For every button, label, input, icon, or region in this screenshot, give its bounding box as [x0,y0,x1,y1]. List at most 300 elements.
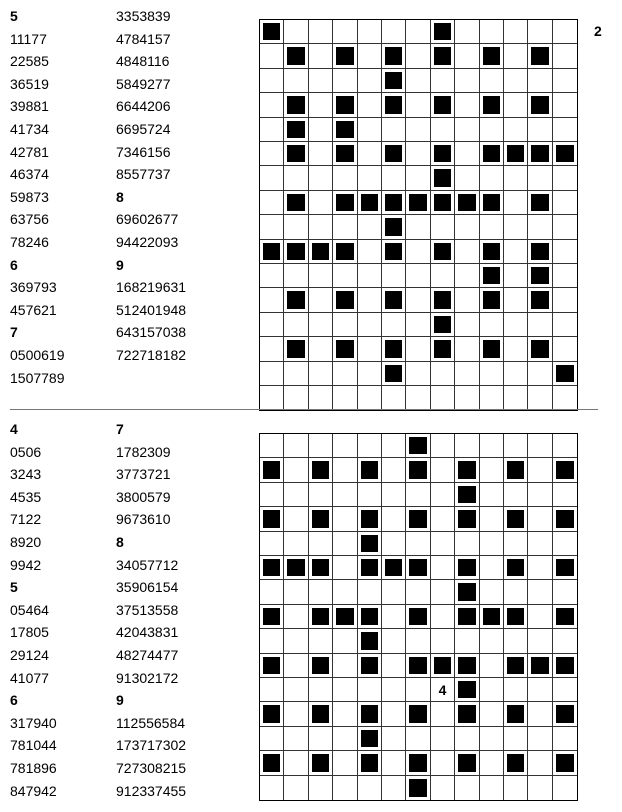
grid-cell[interactable] [504,313,528,337]
grid-cell[interactable] [504,288,528,312]
grid-cell[interactable] [504,727,528,751]
grid-cell[interactable] [309,386,333,410]
grid-cell[interactable] [382,654,406,678]
grid-cell[interactable] [431,507,455,531]
grid-cell[interactable] [480,727,504,751]
grid-cell[interactable] [480,483,504,507]
grid-cell[interactable] [528,20,552,44]
grid-cell[interactable] [504,580,528,604]
grid-cell[interactable] [480,702,504,726]
grid-cell[interactable] [480,118,504,142]
grid-cell[interactable] [382,507,406,531]
grid-cell[interactable] [284,264,308,288]
grid-cell[interactable] [480,776,504,800]
grid-cell[interactable] [431,362,455,386]
grid-cell[interactable] [553,191,577,215]
grid-cell[interactable] [406,629,430,653]
grid-cell[interactable] [480,751,504,775]
grid-cell[interactable] [406,44,430,68]
grid-cell[interactable] [406,337,430,361]
grid-cell[interactable] [309,166,333,190]
grid-cell[interactable] [406,215,430,239]
length-heading: 7 [116,421,124,437]
grid-cell[interactable] [480,654,504,678]
grid-cell[interactable] [358,580,382,604]
grid-cell[interactable] [382,458,406,482]
grid-cell[interactable] [284,166,308,190]
grid-cell[interactable] [504,483,528,507]
grid-cell[interactable] [260,166,284,190]
grid-cell[interactable] [382,727,406,751]
grid-cell[interactable] [431,483,455,507]
grid-cell[interactable] [260,288,284,312]
grid-cell[interactable] [358,337,382,361]
grid-cell[interactable] [504,678,528,702]
word-entry: 173717302 [116,737,187,754]
grid-cell[interactable] [358,215,382,239]
grid-cell[interactable] [382,678,406,702]
grid-cell[interactable] [309,313,333,337]
grid-cell[interactable] [455,362,479,386]
grid-cell[interactable] [528,386,552,410]
grid-cell[interactable] [553,118,577,142]
grid-cell[interactable] [480,69,504,93]
grid-cell[interactable] [309,44,333,68]
word-entry: 6644206 [116,98,171,115]
grid-cell[interactable] [382,386,406,410]
grid-cell[interactable] [553,580,577,604]
grid-cell[interactable] [333,362,357,386]
grid-cell[interactable] [528,507,552,531]
grid-cell[interactable] [260,215,284,239]
grid-cell[interactable] [358,44,382,68]
grid-cell[interactable] [333,580,357,604]
grid-cell[interactable] [284,313,308,337]
grid-cell[interactable] [553,483,577,507]
grid-cell[interactable] [406,69,430,93]
grid-cell[interactable] [480,507,504,531]
grid-cell[interactable] [260,386,284,410]
grid-cell[interactable] [284,702,308,726]
grid-cell[interactable] [553,215,577,239]
grid-cell[interactable] [528,69,552,93]
grid-cell[interactable] [528,727,552,751]
grid-cell[interactable] [382,776,406,800]
grid-cell[interactable] [431,532,455,556]
grid-cell[interactable] [528,313,552,337]
grid-cell[interactable] [358,166,382,190]
grid-cell[interactable] [406,288,430,312]
grid-cell[interactable] [455,69,479,93]
grid-cell[interactable] [333,776,357,800]
grid-cell[interactable] [431,751,455,775]
grid-cell[interactable] [358,240,382,264]
grid-cell[interactable] [553,240,577,264]
grid-cell[interactable] [284,776,308,800]
grid-cell[interactable] [260,362,284,386]
grid-cell[interactable] [333,507,357,531]
grid-cell[interactable] [406,264,430,288]
grid-cell[interactable] [553,678,577,702]
grid-cell[interactable] [309,776,333,800]
grid-cell[interactable] [431,727,455,751]
grid-cell[interactable] [553,166,577,190]
grid-cell[interactable] [528,605,552,629]
grid-cell[interactable] [333,458,357,482]
grid-cell[interactable] [406,313,430,337]
grid-cell[interactable] [406,727,430,751]
grid-cell[interactable] [309,215,333,239]
grid-cell[interactable] [358,776,382,800]
grid-cell[interactable] [333,69,357,93]
grid-cell[interactable] [504,264,528,288]
grid-cell[interactable] [431,776,455,800]
grid-cell[interactable] [480,386,504,410]
grid-cell[interactable] [260,313,284,337]
grid-cell[interactable] [406,532,430,556]
grid-cell[interactable] [528,556,552,580]
grid-cell[interactable] [553,727,577,751]
grid-cell[interactable] [309,264,333,288]
grid-cell[interactable] [284,215,308,239]
grid-cell[interactable] [553,337,577,361]
grid-cell[interactable] [480,166,504,190]
grid-cell[interactable] [553,20,577,44]
grid-cell[interactable] [528,751,552,775]
grid-cell[interactable] [455,166,479,190]
grid-cell[interactable] [309,69,333,93]
grid-cell[interactable] [455,313,479,337]
grid-cell[interactable] [284,507,308,531]
grid-cell[interactable] [333,166,357,190]
grid-cell[interactable] [528,532,552,556]
grid-cell[interactable] [260,580,284,604]
grid-cell[interactable] [358,142,382,166]
grid-cell[interactable] [455,142,479,166]
grid-cell[interactable] [553,93,577,117]
grid-cell[interactable] [553,434,577,458]
grid-cell[interactable] [382,313,406,337]
grid-cell[interactable] [309,362,333,386]
grid-cell[interactable] [309,434,333,458]
black-cell [309,751,333,775]
grid-cell[interactable] [309,727,333,751]
grid-cell[interactable] [333,313,357,337]
grid-cell[interactable] [528,678,552,702]
grid-cell[interactable] [480,580,504,604]
word-entry: 11177 [10,30,47,47]
grid-cell[interactable] [406,93,430,117]
grid-cell[interactable] [260,69,284,93]
black-cell [333,288,357,312]
grid-cell[interactable] [528,458,552,482]
grid-cell[interactable] [528,118,552,142]
grid-cell[interactable] [406,580,430,604]
grid-cell[interactable] [333,386,357,410]
grid-cell[interactable] [431,678,455,702]
grid-cell[interactable] [455,240,479,264]
word-entry: 8557737 [116,166,171,183]
grid-cell[interactable] [431,386,455,410]
grid-cell[interactable] [284,727,308,751]
grid-cell[interactable] [284,434,308,458]
grid-cell[interactable] [284,458,308,482]
grid-cell[interactable] [382,434,406,458]
word-entry: 22585 [10,53,49,70]
grid-cell[interactable] [284,654,308,678]
grid-cell[interactable] [382,483,406,507]
grid-cell[interactable] [455,532,479,556]
grid-cell[interactable] [309,532,333,556]
grid-cell[interactable] [284,629,308,653]
grid-cell[interactable] [333,20,357,44]
grid-cell[interactable] [333,532,357,556]
grid-cell[interactable] [260,337,284,361]
grid-cell[interactable] [455,629,479,653]
grid-cell[interactable] [333,434,357,458]
grid-cell[interactable] [553,44,577,68]
grid-cell[interactable] [431,458,455,482]
grid-cell[interactable] [455,776,479,800]
grid-cell[interactable] [406,20,430,44]
grid-cell[interactable] [406,142,430,166]
grid-cell[interactable] [553,386,577,410]
grid-cell[interactable] [358,69,382,93]
grid-cell[interactable] [260,727,284,751]
grid-cell[interactable] [260,629,284,653]
grid-cell[interactable] [480,313,504,337]
grid-cell[interactable] [358,288,382,312]
grid-cell[interactable] [455,20,479,44]
grid-cell[interactable] [504,776,528,800]
grid-cell[interactable] [406,678,430,702]
grid-cell[interactable] [528,434,552,458]
grid-cell[interactable] [480,20,504,44]
grid-cell[interactable] [309,678,333,702]
grid-cell[interactable] [553,629,577,653]
grid-cell[interactable] [406,166,430,190]
grid-cell[interactable] [284,386,308,410]
grid-cell[interactable] [260,678,284,702]
black-cell [553,605,577,629]
grid-cell[interactable] [260,264,284,288]
grid-cell[interactable] [358,483,382,507]
grid-cell[interactable] [431,605,455,629]
grid-cell[interactable] [480,362,504,386]
word-entry: 5849277 [116,75,171,92]
grid-cell[interactable] [382,20,406,44]
grid-cell[interactable] [309,288,333,312]
grid-cell[interactable] [431,702,455,726]
grid-cell[interactable] [480,434,504,458]
grid-cell[interactable] [553,69,577,93]
grid-cell[interactable] [382,702,406,726]
grid-cell[interactable] [309,118,333,142]
word-entry: 36519 [10,75,49,92]
grid-cell[interactable] [406,118,430,142]
grid-cell[interactable] [431,264,455,288]
grid-cell[interactable] [480,532,504,556]
black-cell [431,288,455,312]
grid-cell[interactable] [528,215,552,239]
grid-cell[interactable] [431,629,455,653]
grid-cell[interactable] [333,678,357,702]
grid-cell[interactable] [431,118,455,142]
grid-cell[interactable] [504,434,528,458]
grid-cell[interactable] [431,556,455,580]
black-cell [382,288,406,312]
grid-cell[interactable] [480,215,504,239]
grid-cell[interactable] [358,362,382,386]
black-cell [480,142,504,166]
grid-cell[interactable] [504,532,528,556]
grid-cell[interactable] [382,264,406,288]
grid-cell[interactable] [504,191,528,215]
grid-cell[interactable] [455,288,479,312]
grid-cell[interactable] [309,580,333,604]
grid-cell[interactable] [358,93,382,117]
grid-cell[interactable] [528,362,552,386]
grid-cell[interactable] [553,532,577,556]
grid-cell[interactable] [309,483,333,507]
black-cell [406,191,430,215]
grid-cell[interactable] [382,629,406,653]
grid-cell[interactable] [528,776,552,800]
grid-cell[interactable] [260,483,284,507]
grid-cell[interactable] [260,434,284,458]
grid-cell[interactable] [333,215,357,239]
word-entry: 9673610 [116,511,171,528]
grid-cell[interactable] [260,532,284,556]
grid-cell[interactable] [504,166,528,190]
grid-cell[interactable] [455,727,479,751]
grid-cell[interactable] [333,727,357,751]
grid-cell[interactable] [382,532,406,556]
grid-cell[interactable] [284,751,308,775]
grid-cell[interactable] [455,215,479,239]
grid-cell[interactable] [480,629,504,653]
grid-cell[interactable] [309,93,333,117]
grid-cell[interactable] [480,556,504,580]
grid-cell[interactable] [455,44,479,68]
grid-cell[interactable] [284,605,308,629]
grid-cell[interactable] [504,629,528,653]
grid-cell[interactable] [504,337,528,361]
grid-cell[interactable] [504,386,528,410]
grid-cell[interactable] [358,678,382,702]
grid-cell[interactable] [358,20,382,44]
grid-cell[interactable] [358,264,382,288]
grid-cell[interactable] [358,118,382,142]
grid-cell[interactable] [431,434,455,458]
grid-cell[interactable] [480,458,504,482]
grid-cell[interactable] [455,434,479,458]
grid-cell[interactable] [504,118,528,142]
grid-cell[interactable] [553,776,577,800]
grid-cell[interactable] [504,20,528,44]
grid-cell[interactable] [406,483,430,507]
grid-cell[interactable] [382,118,406,142]
grid-cell[interactable] [455,264,479,288]
grid-cell[interactable] [406,240,430,264]
grid-cell[interactable] [382,580,406,604]
grid-cell[interactable] [504,93,528,117]
grid-cell[interactable] [431,69,455,93]
grid-cell[interactable] [406,386,430,410]
grid-cell[interactable] [284,362,308,386]
grid-cell[interactable] [284,580,308,604]
grid-cell[interactable] [284,483,308,507]
grid-cell[interactable] [528,702,552,726]
grid-cell[interactable] [382,751,406,775]
grid-cell[interactable] [528,629,552,653]
grid-cell[interactable] [309,629,333,653]
grid-cell[interactable] [358,313,382,337]
black-cell [333,142,357,166]
grid-cell[interactable] [309,20,333,44]
grid-cell[interactable] [528,580,552,604]
grid-cell[interactable] [504,215,528,239]
grid-cell[interactable] [455,337,479,361]
grid-cell[interactable] [553,264,577,288]
grid-cell[interactable] [504,362,528,386]
grid-cell[interactable] [260,191,284,215]
grid-cell[interactable] [480,678,504,702]
grid-cell[interactable] [358,386,382,410]
grid-cell[interactable] [528,483,552,507]
grid-cell[interactable] [260,44,284,68]
word-entry: 17805 [10,624,49,641]
grid-cell[interactable] [553,288,577,312]
grid-cell[interactable] [333,264,357,288]
grid-cell[interactable] [260,93,284,117]
grid-cell[interactable] [553,313,577,337]
grid-cell[interactable] [260,142,284,166]
black-cell [431,240,455,264]
grid-cell[interactable] [309,191,333,215]
grid-cell[interactable] [260,118,284,142]
grid-cell[interactable] [455,118,479,142]
grid-cell[interactable] [284,69,308,93]
grid-cell[interactable] [333,556,357,580]
grid-cell[interactable] [333,702,357,726]
grid-cell[interactable] [284,678,308,702]
grid-cell[interactable] [504,44,528,68]
black-cell [528,288,552,312]
grid-cell[interactable] [333,751,357,775]
grid-cell[interactable] [309,142,333,166]
grid-cell[interactable] [333,654,357,678]
grid-cell[interactable] [455,386,479,410]
grid-cell[interactable] [504,69,528,93]
grid-cell[interactable] [455,93,479,117]
grid-cell[interactable] [333,483,357,507]
grid-cell[interactable] [431,215,455,239]
grid-cell[interactable] [528,166,552,190]
grid-cell[interactable] [504,240,528,264]
grid-cell[interactable] [358,434,382,458]
grid-cell[interactable] [382,605,406,629]
grid-cell[interactable] [382,166,406,190]
grid-cell[interactable] [431,580,455,604]
word-entry: 457621 [10,301,57,318]
grid-cell[interactable] [309,337,333,361]
grid-cell[interactable] [406,362,430,386]
grid-cell[interactable] [333,629,357,653]
grid-cell[interactable] [260,776,284,800]
grid-cell[interactable] [284,532,308,556]
grid-cell[interactable] [284,20,308,44]
